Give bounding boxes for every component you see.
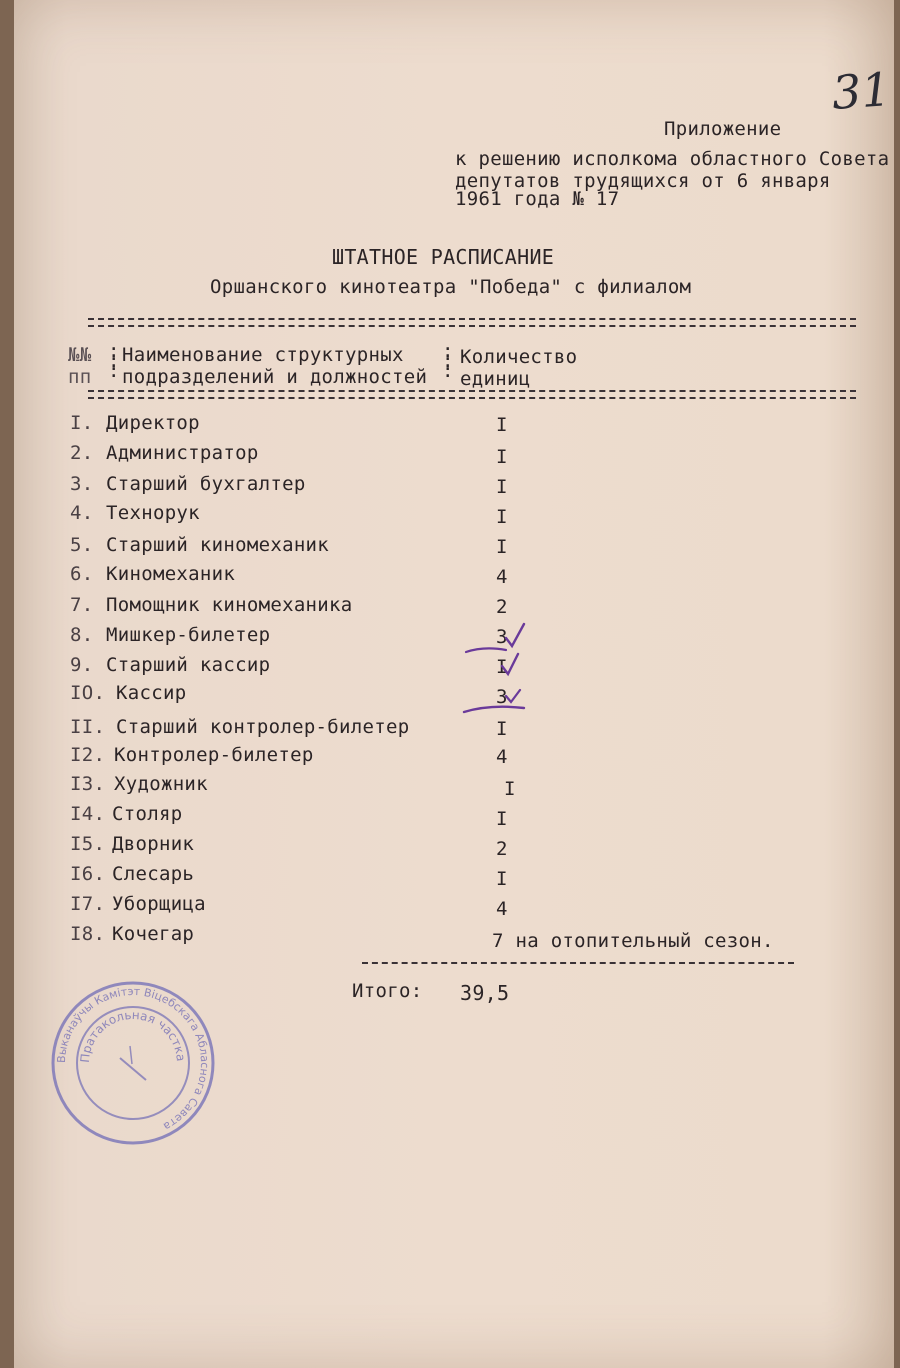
position-number: 3.: [70, 473, 94, 495]
header-qty-2: единиц: [460, 368, 531, 390]
position-number: I7.: [70, 893, 106, 915]
position-name: Мишкер-билетер: [106, 624, 271, 646]
position-number: 7.: [70, 594, 94, 616]
position-name: Директор: [106, 412, 200, 434]
total-value: 39,5: [460, 981, 510, 1005]
position-number: I5.: [70, 833, 106, 855]
position-name: Технорук: [106, 502, 200, 524]
underline-mark: [464, 707, 524, 712]
position-name: Старший киномеханик: [106, 534, 330, 556]
check-mark-icon: [506, 690, 520, 702]
position-number: 6.: [70, 563, 94, 585]
position-name: Дворник: [112, 833, 195, 855]
header-name-1: Наименование структурных: [122, 344, 404, 366]
header-separator-1: : : :: [108, 340, 120, 382]
position-name: Уборщица: [112, 893, 206, 915]
document-subtitle: Оршанского кинотеатра "Победа" с филиалом: [210, 276, 692, 298]
position-number: II.: [70, 716, 106, 738]
total-label: Итого:: [352, 980, 423, 1002]
position-number: IO.: [70, 682, 106, 704]
position-qty: 4: [496, 898, 508, 920]
position-number: I2.: [70, 744, 106, 766]
position-name: Администратор: [106, 442, 259, 464]
position-name: Кассир: [116, 682, 187, 704]
position-name: Старший кассир: [106, 654, 271, 676]
round-stamp: [50, 980, 216, 1146]
pen-check-marks: [454, 612, 554, 722]
position-number: 8.: [70, 624, 94, 646]
position-name: Кочегар: [112, 923, 195, 945]
position-qty: 3: [496, 686, 508, 708]
position-name: Старший бухгалтер: [106, 473, 306, 495]
appendix-line-3: 1961 года № 17: [455, 188, 620, 210]
header-name-2: подразделений и должностей: [122, 366, 428, 388]
check-mark-icon: [502, 654, 518, 674]
position-number: I.: [70, 412, 94, 434]
position-number: I8.: [70, 923, 106, 945]
header-separator-2: : : :: [442, 340, 454, 382]
position-number: 9.: [70, 654, 94, 676]
stamp-outer-text: Выканаўчы Камітэт Віцебскага Абласнога Савета: [54, 984, 212, 1134]
header-num-1: №№: [68, 344, 92, 366]
position-qty: 2: [496, 596, 508, 618]
position-name: Помощник киномеханика: [106, 594, 353, 616]
position-qty: I: [504, 778, 516, 800]
stamp-inner-text: Пратакольная частка: [77, 1007, 189, 1064]
position-qty: I: [496, 808, 508, 830]
position-qty: I: [496, 446, 508, 468]
appendix-line-1: к решению исполкома областного Совета: [455, 148, 890, 170]
position-number: 5.: [70, 534, 94, 556]
position-name: Старший контролер-билетер: [116, 716, 410, 738]
document-title: ШТАТНОЕ РАСПИСАНИЕ: [332, 245, 555, 269]
check-mark-icon: [506, 624, 524, 646]
position-qty: I: [496, 656, 508, 678]
position-qty: 2: [496, 838, 508, 860]
header-num-2: пп: [68, 366, 92, 388]
total-rule: [362, 962, 794, 964]
position-qty: 4: [496, 746, 508, 768]
position-number: I4.: [70, 803, 106, 825]
position-number: I3.: [70, 773, 106, 795]
position-number: I6.: [70, 863, 106, 885]
position-name: Киномеханик: [106, 563, 236, 585]
position-number: 2.: [70, 442, 94, 464]
position-name: Слесарь: [112, 863, 195, 885]
archive-sheet-number: 31: [830, 62, 893, 120]
position-qty: I: [496, 414, 508, 436]
position-name: Художник: [114, 773, 208, 795]
position-qty: I: [496, 718, 508, 740]
position-qty: 7 на отопительный сезон.: [492, 930, 774, 952]
position-name: Столяр: [112, 803, 183, 825]
document-page: [14, 0, 894, 1368]
underline-mark: [466, 648, 506, 652]
appendix-line-2: депутатов трудящихся от 6 января: [455, 170, 831, 192]
position-qty: I: [496, 868, 508, 890]
header-qty-1: Количество: [460, 346, 578, 368]
header-top-rule: [88, 318, 856, 327]
header-bottom-rule: [88, 390, 856, 399]
appendix-title: Приложение: [664, 118, 782, 140]
position-qty: I: [496, 506, 508, 528]
position-qty: I: [496, 536, 508, 558]
position-name: Контролер-билетер: [114, 744, 314, 766]
position-number: 4.: [70, 502, 94, 524]
position-qty: 4: [496, 566, 508, 588]
position-qty: I: [496, 476, 508, 498]
position-qty: 3: [496, 626, 508, 648]
